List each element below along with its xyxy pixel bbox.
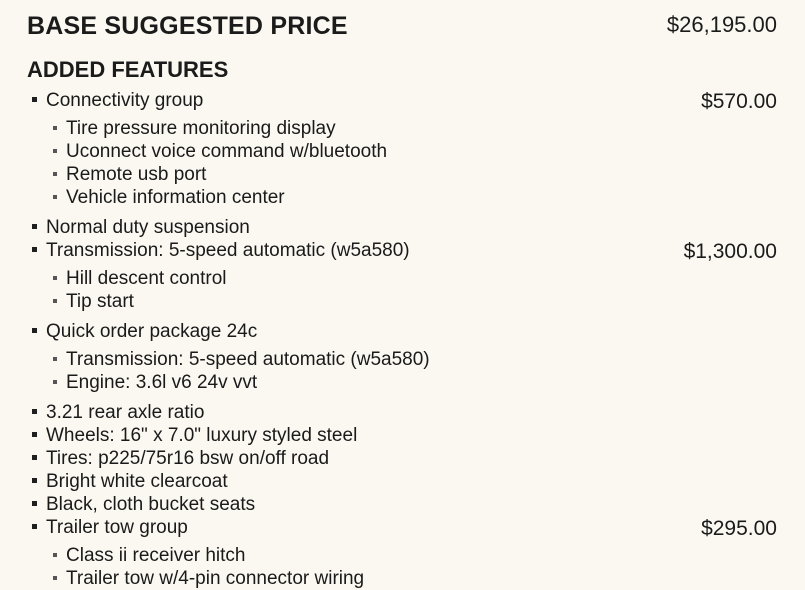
bullet-icon bbox=[32, 247, 37, 252]
feature-item-name: Tip start bbox=[66, 291, 134, 312]
feature-item-name: Engine: 3.6l v6 24v vvt bbox=[66, 372, 258, 393]
feature-group bbox=[0, 493, 805, 516]
feature-group bbox=[0, 401, 805, 424]
base-price-value: $26,195.00 bbox=[666, 12, 777, 37]
feature-item-name: Transmission: 5-speed automatic (w5a580) bbox=[66, 349, 430, 370]
feature-item-name: Uconnect voice command w/bluetooth bbox=[66, 141, 388, 162]
feature-item bbox=[0, 186, 805, 209]
feature-item-name: Class ii receiver hitch bbox=[66, 545, 246, 566]
sub-bullet-icon bbox=[53, 299, 57, 303]
bullet-icon bbox=[32, 328, 37, 333]
feature-item bbox=[0, 567, 805, 590]
feature-group-name: Quick order package 24c bbox=[46, 321, 258, 342]
feature-group bbox=[0, 424, 805, 447]
feature-item bbox=[0, 140, 805, 163]
feature-group-name: Transmission: 5-speed automatic (w5a580) bbox=[46, 240, 410, 261]
feature-group-price: $1,300.00 bbox=[683, 240, 777, 263]
sub-bullet-icon bbox=[53, 195, 57, 199]
bullet-icon bbox=[32, 501, 37, 506]
feature-item bbox=[0, 163, 805, 186]
feature-group bbox=[0, 516, 805, 539]
feature-group-name: Trailer tow group bbox=[46, 517, 188, 538]
feature-item bbox=[0, 117, 805, 140]
sub-bullet-icon bbox=[53, 380, 57, 384]
feature-item-name: Vehicle information center bbox=[66, 187, 285, 208]
feature-group bbox=[0, 216, 805, 239]
feature-group-price: $570.00 bbox=[701, 90, 777, 113]
base-price-title: BASE SUGGESTED PRICE bbox=[27, 12, 348, 40]
sub-bullet-icon bbox=[53, 149, 57, 153]
sub-bullet-icon bbox=[53, 357, 57, 361]
feature-group-name: 3.21 rear axle ratio bbox=[46, 402, 205, 423]
feature-item-name: Tire pressure monitoring display bbox=[66, 118, 336, 139]
sub-bullet-icon bbox=[53, 553, 57, 557]
feature-group-price: $295.00 bbox=[701, 517, 777, 540]
bullet-icon bbox=[32, 432, 37, 437]
bullet-icon bbox=[32, 524, 37, 529]
feature-group-name: Wheels: 16" x 7.0" luxury styled steel bbox=[46, 425, 358, 446]
feature-item bbox=[0, 348, 805, 371]
feature-item bbox=[0, 290, 805, 313]
feature-item bbox=[0, 544, 805, 567]
feature-item-name: Trailer tow w/4-pin connector wiring bbox=[66, 568, 365, 589]
feature-group-name: Black, cloth bucket seats bbox=[46, 494, 256, 515]
feature-group-name: Bright white clearcoat bbox=[46, 471, 228, 492]
sub-bullet-icon bbox=[53, 276, 57, 280]
feature-group-name: Tires: p225/75r16 bsw on/off road bbox=[46, 448, 330, 469]
feature-item bbox=[0, 267, 805, 290]
feature-item-name: Remote usb port bbox=[66, 164, 207, 185]
feature-group-name: Normal duty suspension bbox=[46, 217, 250, 238]
bullet-icon bbox=[32, 455, 37, 460]
feature-group bbox=[0, 470, 805, 493]
feature-group bbox=[0, 89, 805, 112]
bullet-icon bbox=[32, 409, 37, 414]
feature-group bbox=[0, 320, 805, 343]
feature-item-name: Hill descent control bbox=[66, 268, 227, 289]
feature-group bbox=[0, 447, 805, 470]
added-features-title: ADDED FEATURES bbox=[27, 57, 229, 82]
bullet-icon bbox=[32, 224, 37, 229]
sub-bullet-icon bbox=[53, 126, 57, 130]
sub-bullet-icon bbox=[53, 172, 57, 176]
feature-item bbox=[0, 371, 805, 394]
sub-bullet-icon bbox=[53, 576, 57, 580]
base-price-row bbox=[27, 12, 777, 42]
bullet-icon bbox=[32, 478, 37, 483]
feature-group-name: Connectivity group bbox=[46, 90, 204, 111]
bullet-icon bbox=[32, 97, 37, 102]
